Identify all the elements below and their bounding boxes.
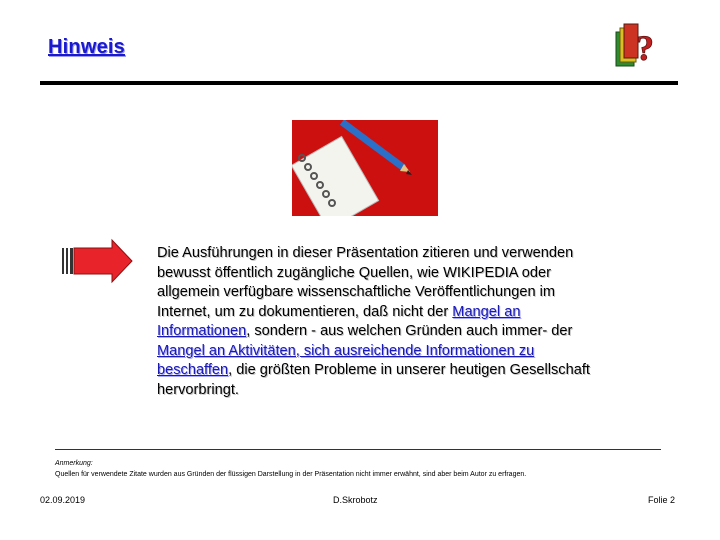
footer-date: 02.09.2019 [40, 495, 86, 505]
footer-author: D.Skrobotz [333, 495, 378, 505]
notice-text-part-1: Die Ausführungen in dieser Präsentation zitieren und verwenden bewusst öffentlich zugängliche Quellen, wie WIKIPEDIA oder allgemein verfügbare wissenschaftliche Veröffentlichungen im Internet, um zu dokumentieren, daß nicht der [157, 245, 574, 320]
slide-title: Hinweis [48, 36, 125, 58]
red-arrow-right-icon [62, 238, 134, 284]
slide-number: Folie 2 [648, 495, 676, 505]
book-question-mark-icon [612, 18, 664, 70]
notice-text-part-2: , sondern - aus welchen Gründen auch immer- der [246, 323, 573, 339]
notepad-and-pencil-image [292, 120, 438, 216]
highlight-lack-of-information: Mangel an Informationen [157, 303, 521, 339]
note-text: Quellen für verwendete Zitate wurden aus Gründen der flüssigen Darstellung in der Präsentation nicht immer erwähnt, sind aber beim Autor zu erfragen. [55, 471, 527, 478]
title-divider [40, 81, 678, 85]
footer-divider [55, 449, 661, 450]
notice-paragraph [157, 244, 607, 400]
note-heading: Anmerkung: [55, 460, 93, 467]
notice-text-part-3: , die größten Probleme in unserer heutigen Gesellschaft hervorbringt. [157, 362, 590, 398]
highlight-lack-of-activity: Mangel an Aktivitäten, sich ausreichende Informationen zu beschaffen [157, 342, 535, 378]
svg-text:?: ? [636, 28, 654, 68]
